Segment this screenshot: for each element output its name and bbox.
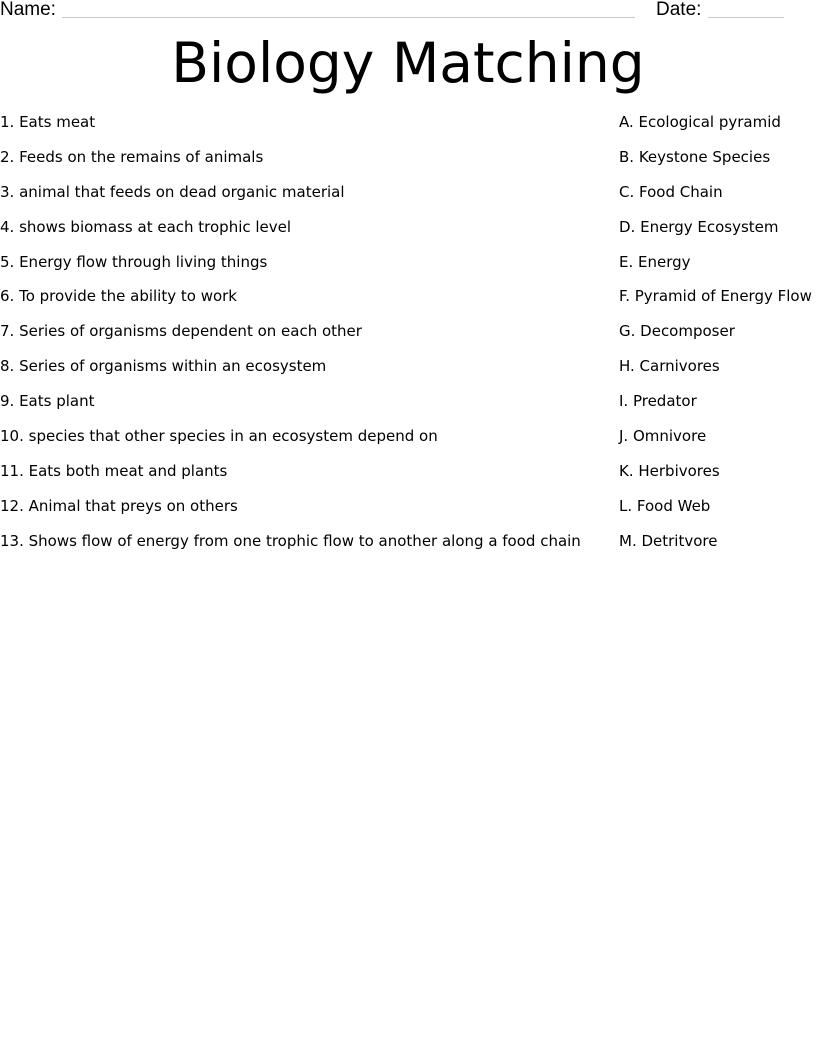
clue-item: 5. Energy flow through living things (0, 252, 268, 271)
answer-item: J. Omnivore (619, 427, 707, 446)
answer-list (619, 112, 816, 566)
answer-item: C. Food Chain (619, 182, 723, 201)
answer-item: F. Pyramid of Energy Flow (619, 287, 812, 306)
clue-item: 7. Series of organisms dependent on each other (0, 322, 362, 341)
clue-item: 3. animal that feeds on dead organic material (0, 182, 345, 201)
answer-item: E. Energy (619, 252, 691, 271)
clue-item: 13. Shows flow of energy from one trophic flow to another along a food chain (0, 531, 581, 550)
answer-item: K. Herbivores (619, 461, 720, 480)
answer-item: G. Decomposer (619, 322, 735, 341)
name-label: Name: (0, 0, 56, 20)
clue-item: 9. Eats plant (0, 392, 95, 411)
answer-item: I. Predator (619, 392, 697, 411)
clue-item: 10. species that other species in an ecosystem depend on (0, 427, 438, 446)
clue-list (0, 112, 600, 566)
date-blank-line (708, 17, 784, 18)
answer-item: B. Keystone Species (619, 147, 771, 166)
clue-item: 12. Animal that preys on others (0, 496, 238, 515)
worksheet-header (0, 0, 816, 22)
answer-item: A. Ecological pyramid (619, 113, 781, 131)
answer-item: D. Energy Ecosystem (619, 217, 779, 236)
answer-item: L. Food Web (619, 496, 711, 515)
clue-item: 8. Series of organisms within an ecosystem (0, 357, 327, 376)
clue-item: 6. To provide the ability to work (0, 287, 237, 306)
date-label: Date: (656, 0, 702, 20)
clue-item: 11. Eats both meat and plants (0, 461, 228, 480)
clue-item: 2. Feeds on the remains of animals (0, 147, 264, 166)
answer-item: H. Carnivores (619, 357, 720, 376)
name-blank-line (62, 17, 635, 18)
clue-item: 4. shows biomass at each trophic level (0, 217, 292, 236)
answer-item: M. Detritvore (619, 531, 718, 550)
clue-item: 1. Eats meat (0, 113, 96, 131)
page-title: Biology Matching (171, 31, 645, 95)
